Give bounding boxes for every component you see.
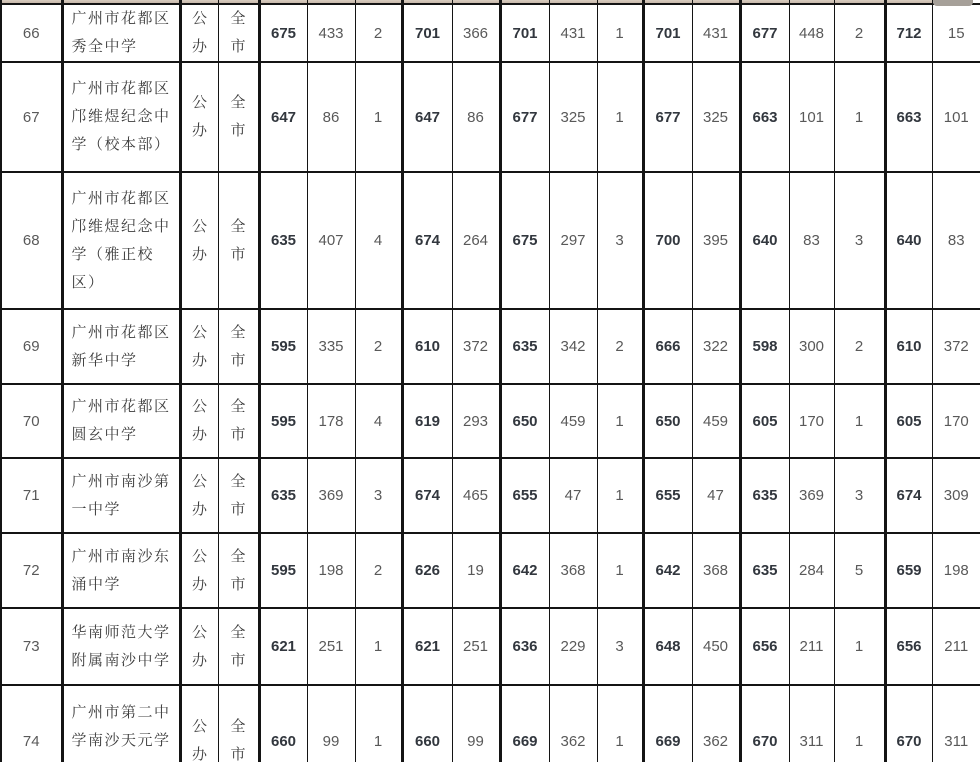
score-cell: 642 bbox=[643, 533, 692, 608]
score-cell: 642 bbox=[500, 533, 549, 608]
row-number-cell: 71 bbox=[1, 458, 62, 533]
school-type-cell: 公办 bbox=[180, 533, 218, 608]
score-cell: 674 bbox=[402, 172, 452, 309]
value-cell: 99 bbox=[452, 685, 500, 762]
value-cell: 198 bbox=[307, 533, 355, 608]
score-cell: 669 bbox=[643, 685, 692, 762]
school-type-cell: 公办 bbox=[180, 608, 218, 685]
row-number-cell: 66 bbox=[1, 4, 62, 62]
score-cell: 640 bbox=[740, 172, 789, 309]
value-cell: 3 bbox=[597, 608, 643, 685]
score-cell: 701 bbox=[402, 4, 452, 62]
score-cell: 670 bbox=[740, 685, 789, 762]
value-cell: 369 bbox=[789, 458, 834, 533]
score-cell: 660 bbox=[259, 685, 307, 762]
value-cell: 15 bbox=[932, 4, 980, 62]
row-number-cell: 67 bbox=[1, 62, 62, 172]
score-cell: 635 bbox=[259, 458, 307, 533]
table-row bbox=[1, 685, 980, 762]
value-cell: 251 bbox=[307, 608, 355, 685]
value-cell: 86 bbox=[307, 62, 355, 172]
value-cell: 4 bbox=[355, 384, 402, 458]
value-cell: 1 bbox=[597, 685, 643, 762]
value-cell: 178 bbox=[307, 384, 355, 458]
value-cell: 1 bbox=[355, 62, 402, 172]
value-cell: 229 bbox=[549, 608, 597, 685]
row-number-cell: 70 bbox=[1, 384, 62, 458]
value-cell: 3 bbox=[834, 172, 885, 309]
score-cell: 670 bbox=[885, 685, 932, 762]
school-name-cell: 广州市第二中学南沙天元学 bbox=[62, 685, 180, 762]
school-type-cell: 公办 bbox=[180, 384, 218, 458]
score-cell: 663 bbox=[885, 62, 932, 172]
table-row bbox=[1, 309, 980, 384]
school-type-cell: 公办 bbox=[180, 458, 218, 533]
school-name-cell: 广州市花都区邝维煜纪念中学（雅正校区） bbox=[62, 172, 180, 309]
value-cell: 342 bbox=[549, 309, 597, 384]
value-cell: 322 bbox=[692, 309, 740, 384]
value-cell: 198 bbox=[932, 533, 980, 608]
school-type-cell: 公办 bbox=[180, 4, 218, 62]
school-name-cell: 广州市花都区秀全中学 bbox=[62, 4, 180, 62]
value-cell: 362 bbox=[549, 685, 597, 762]
scope-cell: 全市 bbox=[218, 533, 259, 608]
score-cell: 647 bbox=[402, 62, 452, 172]
value-cell: 47 bbox=[692, 458, 740, 533]
table-row bbox=[1, 533, 980, 608]
score-cell: 677 bbox=[643, 62, 692, 172]
score-cell: 656 bbox=[885, 608, 932, 685]
value-cell: 372 bbox=[932, 309, 980, 384]
score-cell: 655 bbox=[643, 458, 692, 533]
scope-cell: 全市 bbox=[218, 309, 259, 384]
score-cell: 656 bbox=[740, 608, 789, 685]
value-cell: 459 bbox=[549, 384, 597, 458]
value-cell: 1 bbox=[834, 384, 885, 458]
score-cell: 636 bbox=[500, 608, 549, 685]
value-cell: 211 bbox=[789, 608, 834, 685]
value-cell: 264 bbox=[452, 172, 500, 309]
school-type-cell: 公办 bbox=[180, 685, 218, 762]
value-cell: 101 bbox=[932, 62, 980, 172]
score-cell: 666 bbox=[643, 309, 692, 384]
value-cell: 1 bbox=[834, 608, 885, 685]
table-row bbox=[1, 62, 980, 172]
value-cell: 3 bbox=[597, 172, 643, 309]
value-cell: 293 bbox=[452, 384, 500, 458]
school-name-cell: 华南师范大学附属南沙中学 bbox=[62, 608, 180, 685]
score-cell: 647 bbox=[259, 62, 307, 172]
score-cell: 595 bbox=[259, 384, 307, 458]
value-cell: 19 bbox=[452, 533, 500, 608]
score-cell: 598 bbox=[740, 309, 789, 384]
score-cell: 669 bbox=[500, 685, 549, 762]
value-cell: 3 bbox=[355, 458, 402, 533]
value-cell: 372 bbox=[452, 309, 500, 384]
value-cell: 284 bbox=[789, 533, 834, 608]
value-cell: 366 bbox=[452, 4, 500, 62]
scope-cell: 全市 bbox=[218, 458, 259, 533]
school-name-cell: 广州市花都区邝维煜纪念中学（校本部） bbox=[62, 62, 180, 172]
value-cell: 395 bbox=[692, 172, 740, 309]
scope-cell: 全市 bbox=[218, 608, 259, 685]
score-cell: 595 bbox=[259, 533, 307, 608]
value-cell: 325 bbox=[549, 62, 597, 172]
value-cell: 1 bbox=[597, 458, 643, 533]
score-cell: 674 bbox=[885, 458, 932, 533]
value-cell: 99 bbox=[307, 685, 355, 762]
score-cell: 635 bbox=[500, 309, 549, 384]
school-name-cell: 广州市花都区圆玄中学 bbox=[62, 384, 180, 458]
value-cell: 311 bbox=[932, 685, 980, 762]
value-cell: 251 bbox=[452, 608, 500, 685]
scope-cell: 全市 bbox=[218, 172, 259, 309]
score-cell: 648 bbox=[643, 608, 692, 685]
score-cell: 655 bbox=[500, 458, 549, 533]
value-cell: 1 bbox=[355, 685, 402, 762]
table-row bbox=[1, 458, 980, 533]
value-cell: 1 bbox=[355, 608, 402, 685]
school-type-cell: 公办 bbox=[180, 62, 218, 172]
value-cell: 369 bbox=[307, 458, 355, 533]
score-cell: 712 bbox=[885, 4, 932, 62]
value-cell: 459 bbox=[692, 384, 740, 458]
value-cell: 431 bbox=[692, 4, 740, 62]
value-cell: 311 bbox=[789, 685, 834, 762]
scope-cell: 全市 bbox=[218, 62, 259, 172]
row-number-cell: 74 bbox=[1, 685, 62, 762]
value-cell: 211 bbox=[932, 608, 980, 685]
score-cell: 610 bbox=[885, 309, 932, 384]
school-name-cell: 广州市花都区新华中学 bbox=[62, 309, 180, 384]
value-cell: 300 bbox=[789, 309, 834, 384]
value-cell: 368 bbox=[549, 533, 597, 608]
value-cell: 433 bbox=[307, 4, 355, 62]
value-cell: 47 bbox=[549, 458, 597, 533]
value-cell: 170 bbox=[932, 384, 980, 458]
score-cell: 675 bbox=[259, 4, 307, 62]
value-cell: 431 bbox=[549, 4, 597, 62]
row-number-cell: 72 bbox=[1, 533, 62, 608]
value-cell: 1 bbox=[597, 62, 643, 172]
score-cell: 635 bbox=[740, 458, 789, 533]
value-cell: 368 bbox=[692, 533, 740, 608]
value-cell: 1 bbox=[834, 685, 885, 762]
value-cell: 4 bbox=[355, 172, 402, 309]
value-cell: 297 bbox=[549, 172, 597, 309]
value-cell: 2 bbox=[355, 309, 402, 384]
value-cell: 1 bbox=[597, 384, 643, 458]
value-cell: 1 bbox=[834, 62, 885, 172]
score-cell: 621 bbox=[402, 608, 452, 685]
score-cell: 701 bbox=[500, 4, 549, 62]
score-cell: 605 bbox=[885, 384, 932, 458]
value-cell: 86 bbox=[452, 62, 500, 172]
value-cell: 2 bbox=[597, 309, 643, 384]
scope-cell: 全市 bbox=[218, 4, 259, 62]
value-cell: 362 bbox=[692, 685, 740, 762]
value-cell: 1 bbox=[597, 533, 643, 608]
value-cell: 448 bbox=[789, 4, 834, 62]
table-row bbox=[1, 608, 980, 685]
school-type-cell: 公办 bbox=[180, 172, 218, 309]
table-row bbox=[1, 4, 980, 62]
row-number-cell: 73 bbox=[1, 608, 62, 685]
row-number-cell: 68 bbox=[1, 172, 62, 309]
value-cell: 2 bbox=[355, 4, 402, 62]
table-row bbox=[1, 384, 980, 458]
score-cell: 674 bbox=[402, 458, 452, 533]
score-cell: 677 bbox=[500, 62, 549, 172]
value-cell: 325 bbox=[692, 62, 740, 172]
value-cell: 2 bbox=[834, 4, 885, 62]
score-cell: 621 bbox=[259, 608, 307, 685]
school-name-cell: 广州市南沙第一中学 bbox=[62, 458, 180, 533]
value-cell: 5 bbox=[834, 533, 885, 608]
value-cell: 2 bbox=[355, 533, 402, 608]
score-cell: 650 bbox=[643, 384, 692, 458]
score-cell: 635 bbox=[259, 172, 307, 309]
score-cell: 635 bbox=[740, 533, 789, 608]
scope-cell: 全市 bbox=[218, 685, 259, 762]
value-cell: 83 bbox=[932, 172, 980, 309]
score-cell: 626 bbox=[402, 533, 452, 608]
row-number-cell: 69 bbox=[1, 309, 62, 384]
score-cell: 619 bbox=[402, 384, 452, 458]
value-cell: 2 bbox=[834, 309, 885, 384]
score-cell: 675 bbox=[500, 172, 549, 309]
value-cell: 407 bbox=[307, 172, 355, 309]
value-cell: 83 bbox=[789, 172, 834, 309]
scrollbar-thumb-fragment[interactable] bbox=[933, 0, 973, 6]
score-cell: 650 bbox=[500, 384, 549, 458]
value-cell: 3 bbox=[834, 458, 885, 533]
school-type-cell: 公办 bbox=[180, 309, 218, 384]
score-cell: 640 bbox=[885, 172, 932, 309]
value-cell: 465 bbox=[452, 458, 500, 533]
score-cell: 663 bbox=[740, 62, 789, 172]
value-cell: 309 bbox=[932, 458, 980, 533]
score-cell: 605 bbox=[740, 384, 789, 458]
value-cell: 450 bbox=[692, 608, 740, 685]
table-row bbox=[1, 172, 980, 309]
score-cell: 700 bbox=[643, 172, 692, 309]
score-cell: 595 bbox=[259, 309, 307, 384]
score-cell: 701 bbox=[643, 4, 692, 62]
score-cell: 660 bbox=[402, 685, 452, 762]
value-cell: 170 bbox=[789, 384, 834, 458]
value-cell: 335 bbox=[307, 309, 355, 384]
score-cell: 677 bbox=[740, 4, 789, 62]
scope-cell: 全市 bbox=[218, 384, 259, 458]
score-cell: 610 bbox=[402, 309, 452, 384]
school-name-cell: 广州市南沙东涌中学 bbox=[62, 533, 180, 608]
value-cell: 1 bbox=[597, 4, 643, 62]
score-cell: 659 bbox=[885, 533, 932, 608]
value-cell: 101 bbox=[789, 62, 834, 172]
